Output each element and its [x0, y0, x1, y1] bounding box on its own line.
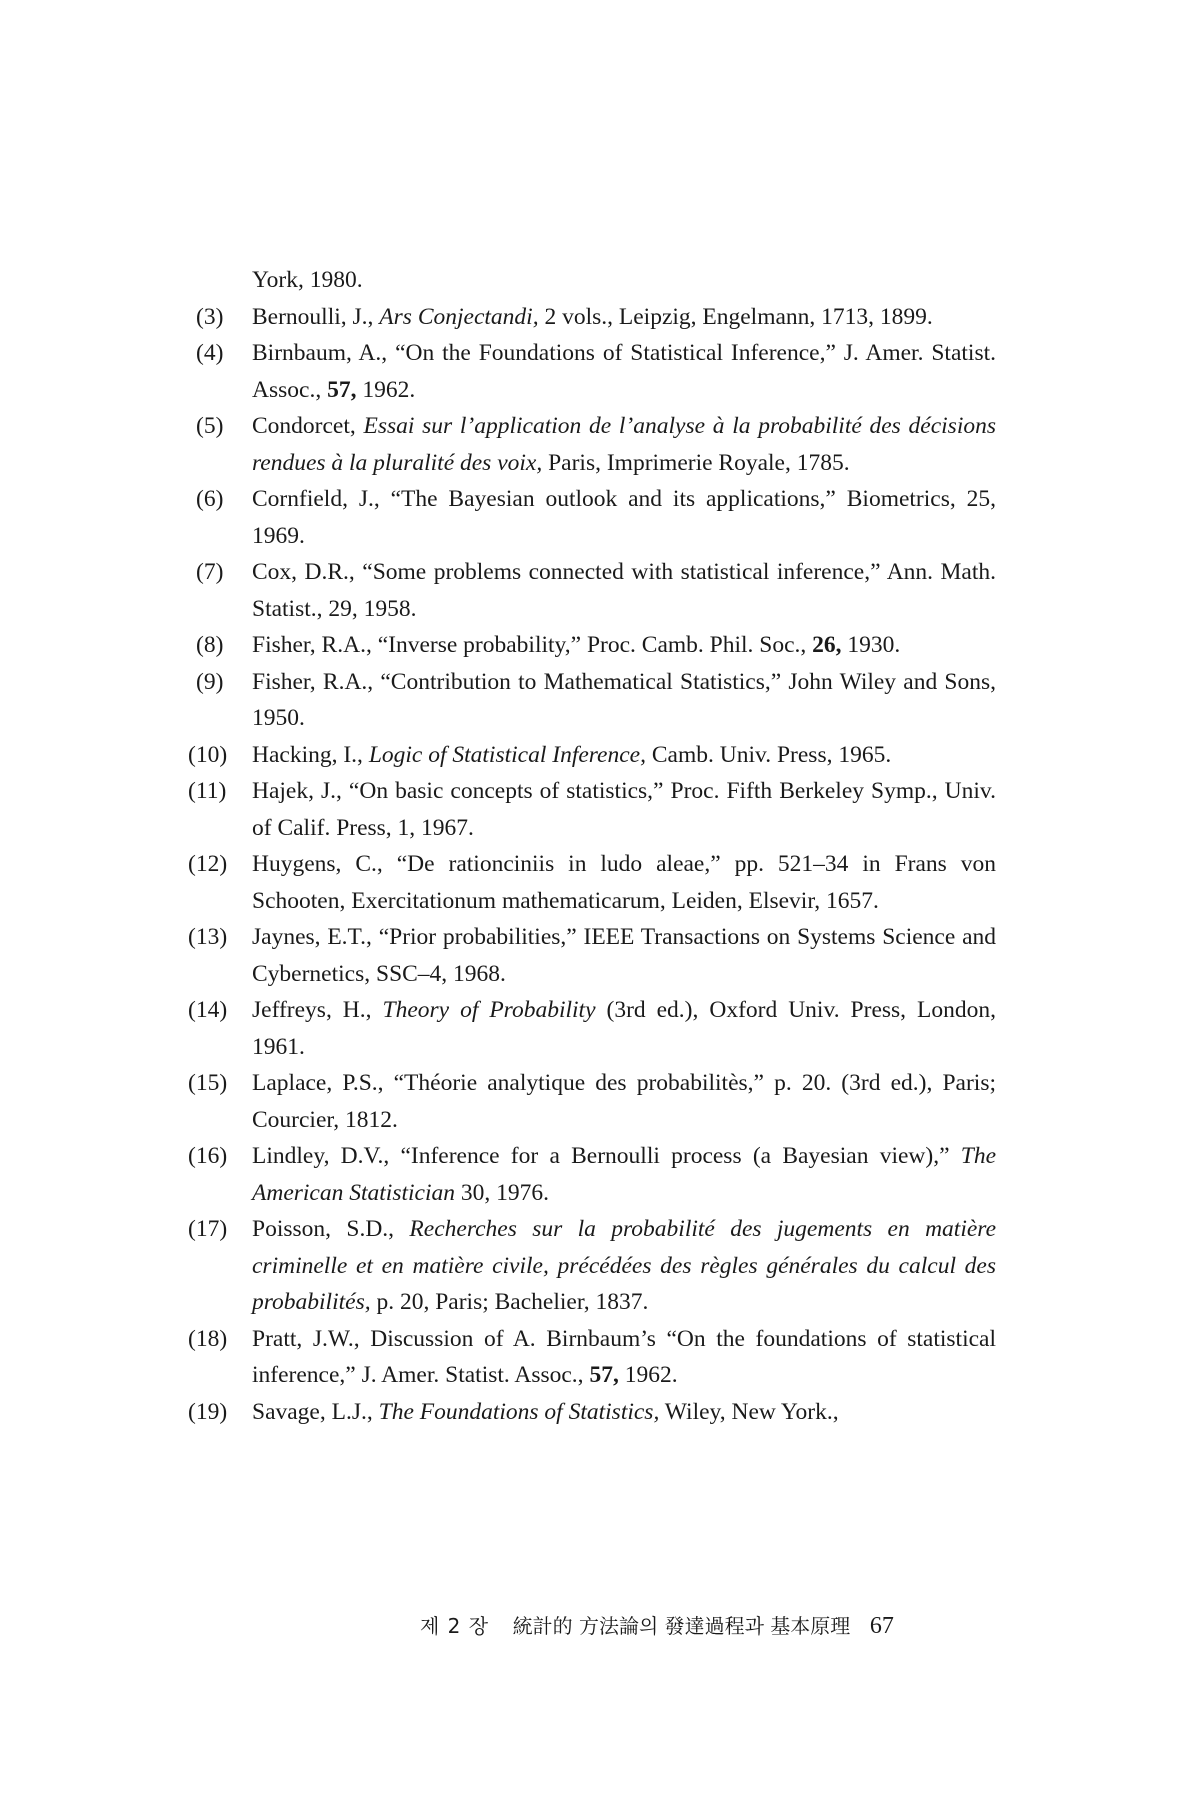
reference-text [252, 262, 996, 299]
reference-title: Logic of Statistical Inference, [368, 741, 646, 768]
reference-item [196, 335, 996, 408]
reference-segment: Fisher, R.A., “Inverse probability,” Proc. Camb. Phil. Soc., [252, 632, 813, 658]
chapter-title: 統計的 方法論의 發達過程과 基本原理 [512, 1614, 851, 1638]
reference-segment: 1962. [618, 1362, 678, 1388]
reference-number: (16) [188, 1143, 228, 1169]
reference-text [252, 737, 996, 774]
reference-number: (4) [196, 340, 224, 366]
reference-text [252, 1394, 996, 1431]
reference-item [188, 773, 996, 846]
reference-item [188, 1321, 996, 1394]
reference-text [252, 299, 996, 336]
reference-segment: 30, 1976. [455, 1179, 549, 1206]
reference-number: (13) [188, 924, 228, 950]
reference-segment: Lindley, D.V., “Inference for a Bernoulli process (a Bayesian view),” [252, 1143, 961, 1169]
reference-segment: York, 1980. [252, 267, 363, 293]
reference-text [252, 919, 996, 992]
reference-number: (18) [188, 1325, 228, 1352]
reference-title: The Foundations of Statistics, [378, 1398, 660, 1425]
reference-item [188, 1065, 996, 1138]
reference-text [252, 627, 996, 664]
reference-text [252, 1321, 996, 1394]
reference-segment: 1962. [356, 376, 416, 403]
reference-item [196, 481, 996, 554]
reference-item [196, 554, 996, 627]
reference-item [188, 992, 996, 1065]
reference-item [196, 262, 996, 299]
reference-number: (11) [188, 778, 227, 804]
reference-segment: Laplace, P.S., “Théorie analytique des probabilitès,” p. 20. (3rd ed.), Paris; Courcier, 1812. [252, 1070, 996, 1133]
reference-text [252, 1065, 996, 1138]
reference-text [252, 1138, 996, 1211]
reference-text [252, 773, 996, 846]
reference-number: (17) [188, 1216, 228, 1242]
reference-text [252, 481, 996, 554]
reference-text [252, 408, 996, 481]
reference-item [196, 299, 996, 336]
reference-item [188, 737, 996, 774]
reference-number: (6) [196, 486, 224, 512]
reference-number: (14) [188, 997, 228, 1023]
reference-title: Theory of Probability [382, 997, 596, 1023]
reference-segment: 1930. [841, 632, 901, 658]
reference-item [188, 1394, 996, 1431]
reference-segment: Bernoulli, J., [252, 303, 380, 330]
reference-list [188, 262, 996, 1430]
reference-segment: Paris, Imprimerie Royale, 1785. [542, 449, 850, 476]
reference-segment: Cornfield, J., “The Bayesian outlook and its applications,” Biometrics, 25, 1969. [252, 486, 996, 549]
reference-segment: Condorcet, [252, 413, 364, 439]
reference-item [188, 1138, 996, 1211]
reference-segment: Cox, D.R., “Some problems connected with statistical inference,” Ann. Math. Statist., 29, 1958. [252, 559, 996, 622]
reference-item [188, 919, 996, 992]
reference-segment: 2 vols., Leipzig, Engelmann, 1713, 1899. [538, 303, 933, 330]
reference-number: (15) [188, 1070, 228, 1096]
reference-segment: Jaynes, E.T., “Prior probabilities,” IEEE Transactions on Systems Science and Cybernetics, SSC–4, 1968. [252, 924, 996, 987]
reference-item [196, 627, 996, 664]
page-footer [420, 1610, 980, 1640]
reference-text [252, 664, 996, 737]
reference-segment: Jeffreys, H., [252, 997, 383, 1023]
reference-number: (9) [196, 668, 224, 695]
reference-segment: Pratt, J.W., Discussion of A. Birnbaum’s “On the foundations of statistical inference,” J. Amer. Statist. Assoc., [252, 1325, 996, 1388]
reference-text [252, 1211, 996, 1321]
reference-number: (10) [188, 741, 228, 768]
reference-segment: Wiley, New York., [659, 1398, 839, 1425]
reference-segment: (3rd ed.), Oxford Univ. Press, London, 1961. [252, 997, 996, 1060]
reference-number: (19) [188, 1398, 228, 1425]
reference-text [252, 554, 996, 627]
reference-number: (12) [188, 851, 228, 877]
reference-segment: Savage, L.J., [252, 1398, 379, 1425]
reference-number: (7) [196, 559, 224, 585]
reference-segment: Camb. Univ. Press, 1965. [645, 741, 892, 768]
reference-segment: Birnbaum, A., “On the Foundations of Statistical Inference,” J. Amer. Statist. Assoc., [252, 340, 996, 403]
reference-number: (5) [196, 413, 224, 439]
reference-segment: Fisher, R.A., “Contribution to Mathematical Statistics,” John Wiley and Sons, 1950. [252, 668, 996, 731]
reference-item [196, 408, 996, 481]
reference-title: Recherches sur la probabilité des jugements en matière criminelle et en matière civile, précédées des règles générales du calcul des probabilités, [252, 1216, 996, 1315]
reference-segment: Hacking, I., [252, 741, 369, 768]
reference-text [252, 335, 996, 408]
reference-item [188, 1211, 996, 1321]
reference-volume: 57, [589, 1362, 619, 1388]
reference-volume: 57, [327, 376, 357, 403]
reference-title: Essai sur l’application de l’analyse à la probabilité des décisions rendues à la pluralité des voix, [252, 413, 996, 476]
reference-volume: 26, [812, 632, 842, 658]
reference-item [196, 664, 996, 737]
reference-item [188, 846, 996, 919]
reference-text [252, 992, 996, 1065]
reference-title: Ars Conjectandi, [379, 303, 539, 330]
reference-number: (3) [196, 303, 224, 330]
reference-segment: p. 20, Paris; Bachelier, 1837. [370, 1289, 649, 1315]
reference-title: The American Statistician [252, 1143, 996, 1206]
reference-segment: Poisson, S.D., [252, 1216, 410, 1242]
reference-number: (8) [196, 632, 224, 658]
reference-segment: Hajek, J., “On basic concepts of statistics,” Proc. Fifth Berkeley Symp., Univ. of Calif. Press, 1, 1967. [252, 778, 996, 841]
reference-text [252, 846, 996, 919]
reference-segment: Huygens, C., “De rationciniis in ludo aleae,” pp. 521–34 in Frans von Schooten, Exercitationum mathematicarum, Leiden, Elsevir, 1657. [252, 851, 996, 914]
chapter-label: 제 2 장 [420, 1614, 490, 1638]
page-number: 67 [869, 1613, 894, 1639]
